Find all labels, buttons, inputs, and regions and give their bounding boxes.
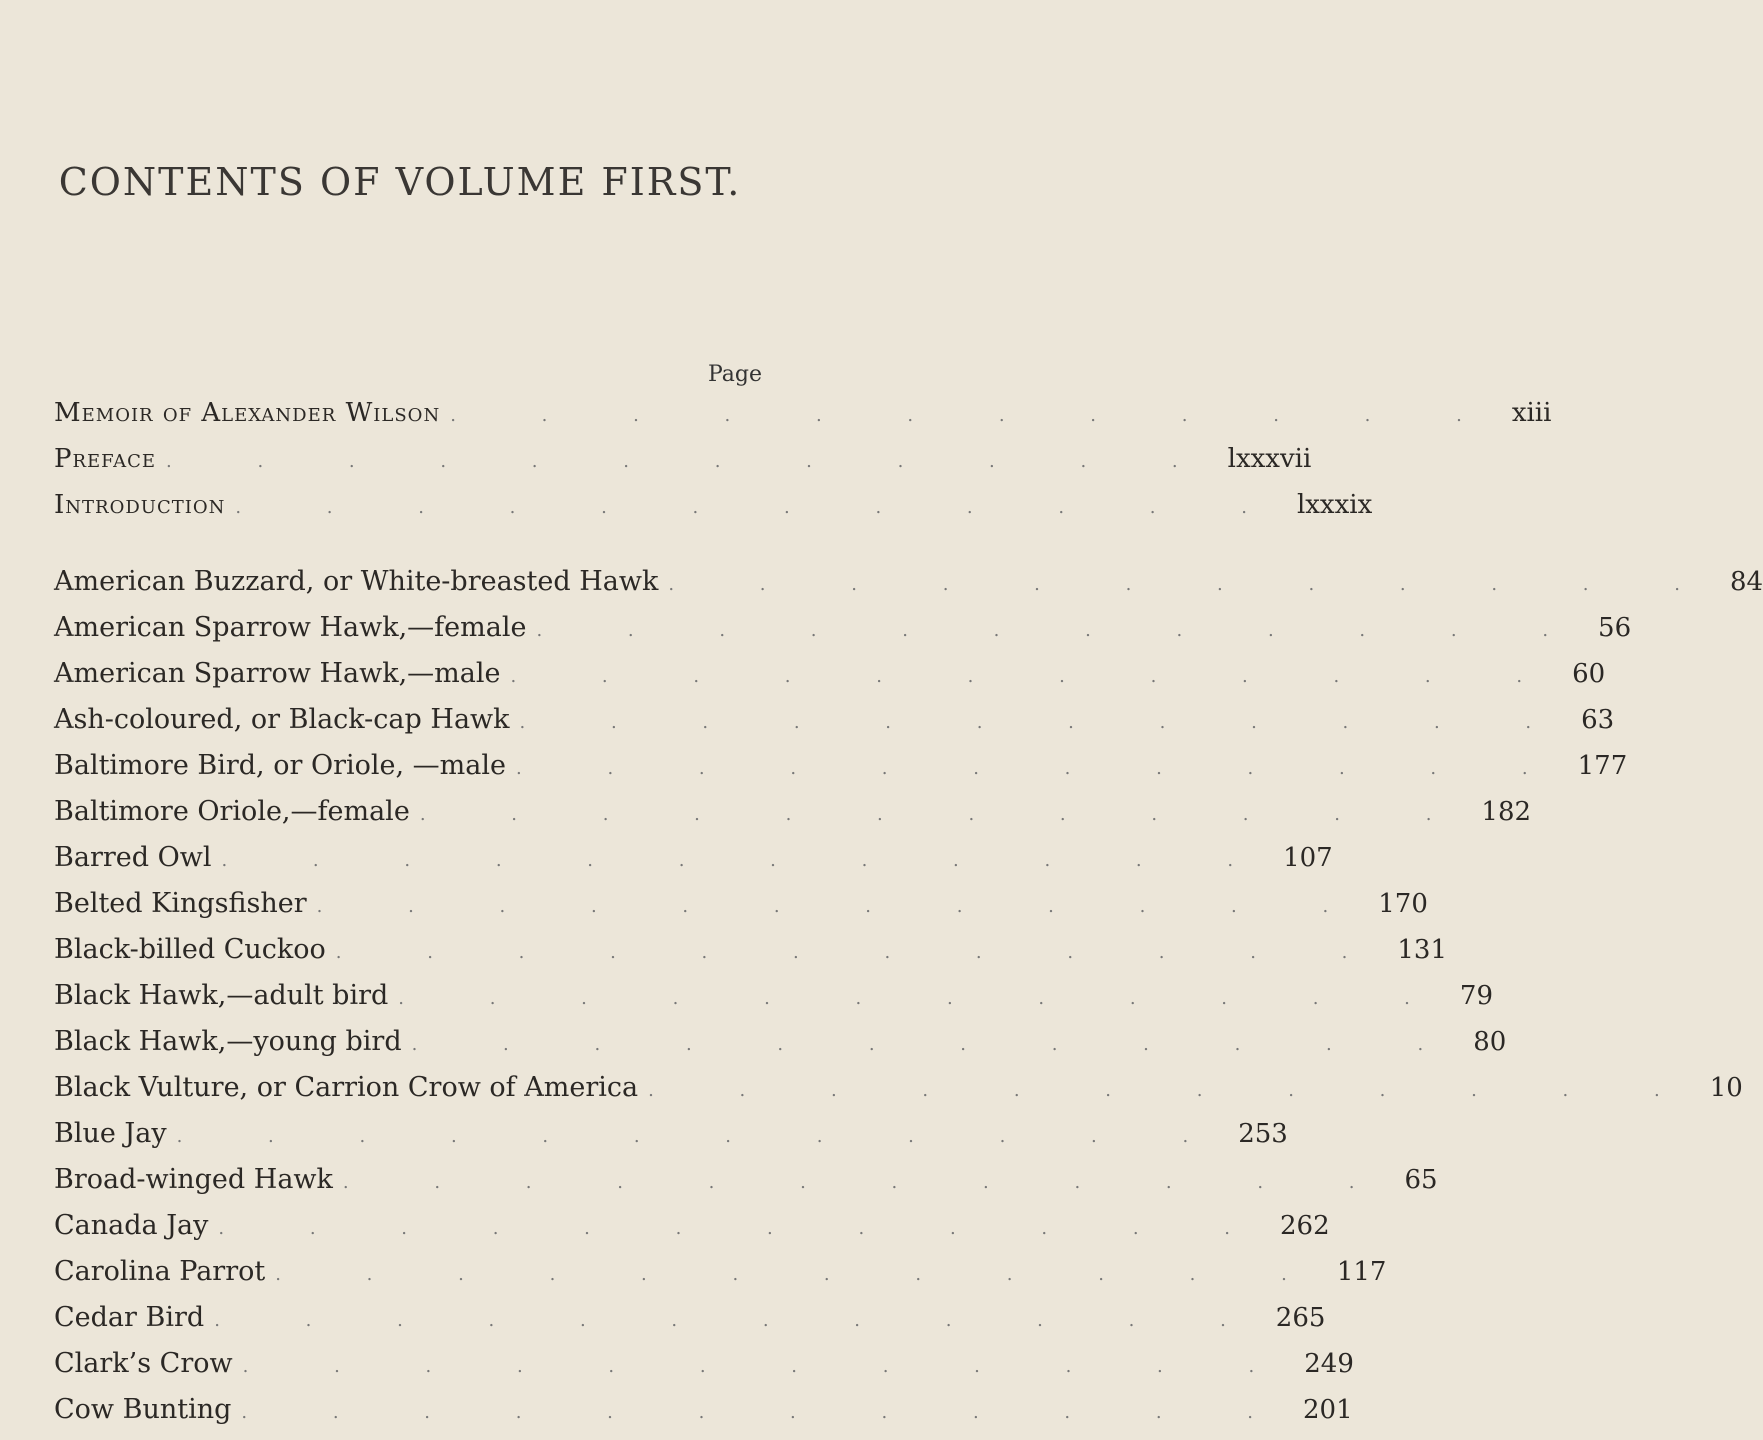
toc-entry-page: lxxxvii <box>1227 444 1312 474</box>
toc-entry-page: 107 <box>1283 843 1333 873</box>
toc-entry-page: 60 <box>1572 659 1606 689</box>
front-matter-list <box>54 398 1552 536</box>
table-of-contents <box>54 398 1763 1440</box>
toc-entry-label: Broad-winged Hawk <box>54 1164 333 1195</box>
toc-entry <box>54 566 1763 612</box>
toc-entry-page: 63 <box>1581 705 1615 735</box>
toc-entry-label: Baltimore Oriole,—female <box>54 796 410 827</box>
dot-leaders: . . . . . . . . . . . . <box>342 1172 1395 1193</box>
toc-entry <box>54 796 1532 842</box>
toc-entry <box>54 1348 1354 1394</box>
toc-entry-label: Cow Bunting <box>54 1394 232 1425</box>
dot-leaders: . . . . . . . . . . . . <box>510 666 1563 687</box>
toc-entry-label: Cedar Bird <box>54 1302 205 1333</box>
toc-entry-label: Black Vulture, or Carrion Crow of America <box>54 1072 639 1103</box>
toc-entry-page: 182 <box>1481 797 1532 827</box>
toc-entry <box>54 1210 1330 1256</box>
toc-entry-label: Carolina Parrot <box>54 1256 266 1287</box>
toc-entry-page: 265 <box>1275 1303 1326 1333</box>
toc-entry <box>54 888 1428 934</box>
dot-leaders: . . . . . . . . . . . . <box>648 1080 1700 1101</box>
toc-entry <box>54 612 1632 658</box>
dot-leaders: . . . . . . . . . . . . <box>668 574 1720 595</box>
toc-entry-label: Introduction <box>54 490 226 520</box>
toc-entry-label: Baltimore Bird, or Oriole, —male <box>54 750 506 781</box>
toc-entry <box>54 490 1373 536</box>
toc-entry-label: Clark’s Crow <box>54 1348 233 1379</box>
dot-leaders: . . . . . . . . . . . . <box>241 1402 1293 1423</box>
toc-entry-page: 65 <box>1404 1165 1438 1195</box>
toc-entry-page: lxxxix <box>1296 490 1373 520</box>
page-column-header: Page <box>707 362 762 387</box>
toc-entry-label: Belted Kingsfisher <box>54 888 307 919</box>
dot-leaders: . . . . . . . . . . . . <box>242 1356 1295 1377</box>
dot-leaders: . . . . . . . . . . . . <box>411 1034 1464 1055</box>
toc-entry-page: 84 <box>1729 567 1763 597</box>
toc-entry <box>54 704 1615 750</box>
toc-entry-page: 131 <box>1397 935 1448 965</box>
toc-entry-label: Memoir of Alexander Wilson <box>54 398 441 428</box>
toc-entry <box>54 1026 1507 1072</box>
dot-leaders: . . . . . . . . . . . . <box>450 405 1502 426</box>
dot-leaders: . . . . . . . . . . . . <box>275 1264 1327 1285</box>
dot-leaders: . . . . . . . . . . . . <box>176 1126 1229 1147</box>
toc-entry-label: American Buzzard, or White-breasted Hawk <box>54 566 659 597</box>
dot-leaders: . . . . . . . . . . . . <box>516 758 1568 779</box>
toc-entry-page: 79 <box>1459 981 1493 1011</box>
toc-entry-label: Black Hawk,—adult bird <box>54 980 389 1011</box>
page-title: CONTENTS OF VOLUME FIRST. <box>58 160 742 204</box>
toc-entry-label: Ash-coloured, or Black-cap Hawk <box>54 704 510 735</box>
toc-entry-page: 56 <box>1598 613 1632 643</box>
toc-entry <box>54 750 1628 796</box>
dot-leaders: . . . . . . . . . . . . <box>316 896 1369 917</box>
toc-entry <box>54 1118 1288 1164</box>
toc-entry-label: Blue Jay <box>54 1118 167 1149</box>
dot-leaders: . . . . . . . . . . . . <box>419 804 1472 825</box>
dot-leaders: . . . . . . . . . . . . <box>221 850 1274 871</box>
toc-entry <box>54 398 1552 444</box>
toc-entry-page: 177 <box>1577 751 1628 781</box>
dot-leaders: . . . . . . . . . . . . <box>398 988 1450 1009</box>
toc-entry-label: American Sparrow Hawk,—female <box>54 612 527 643</box>
toc-entry <box>54 658 1606 704</box>
toc-entry <box>54 1302 1326 1348</box>
toc-entry-page: 262 <box>1280 1211 1330 1241</box>
dot-leaders: . . . . . . . . . . . . <box>536 620 1589 641</box>
toc-entry <box>54 1164 1438 1210</box>
toc-entry <box>54 1072 1743 1118</box>
toc-entry-page: 10 <box>1709 1073 1743 1103</box>
toc-entry <box>54 1394 1353 1440</box>
dot-leaders: . . . . . . . . . . . . <box>214 1310 1266 1331</box>
section-gap <box>54 536 762 566</box>
dot-leaders: . . . . . . . . . . . . <box>166 451 1218 472</box>
toc-entry-label: Barred Owl <box>54 842 212 873</box>
dot-leaders: . . . . . . . . . . . . <box>235 497 1287 518</box>
toc-entry-label: Canada Jay <box>54 1210 209 1241</box>
toc-entry-page: 170 <box>1378 889 1428 919</box>
toc-entry-label: Preface <box>54 444 157 474</box>
toc-entry-label: American Sparrow Hawk,—male <box>54 658 501 689</box>
toc-entry <box>54 934 1448 980</box>
toc-entry <box>54 444 1312 490</box>
toc-entry-page: 117 <box>1336 1257 1387 1287</box>
toc-entry <box>54 842 1333 888</box>
toc-entry-page: 249 <box>1304 1349 1354 1379</box>
toc-entry <box>54 980 1493 1026</box>
toc-entry-page: 201 <box>1303 1395 1353 1425</box>
toc-entry-label: Black Hawk,—young bird <box>54 1026 402 1057</box>
dot-leaders: . . . . . . . . . . . . <box>335 942 1388 963</box>
toc-entry <box>54 1256 1387 1302</box>
toc-entry-label: Black-billed Cuckoo <box>54 934 326 965</box>
entries-list <box>54 566 1763 1440</box>
toc-entry-page: 253 <box>1238 1119 1288 1149</box>
dot-leaders: . . . . . . . . . . . . <box>519 712 1572 733</box>
toc-entry-page: xiii <box>1511 398 1552 428</box>
toc-entry-page: 80 <box>1473 1027 1507 1057</box>
dot-leaders: . . . . . . . . . . . . <box>218 1218 1270 1239</box>
